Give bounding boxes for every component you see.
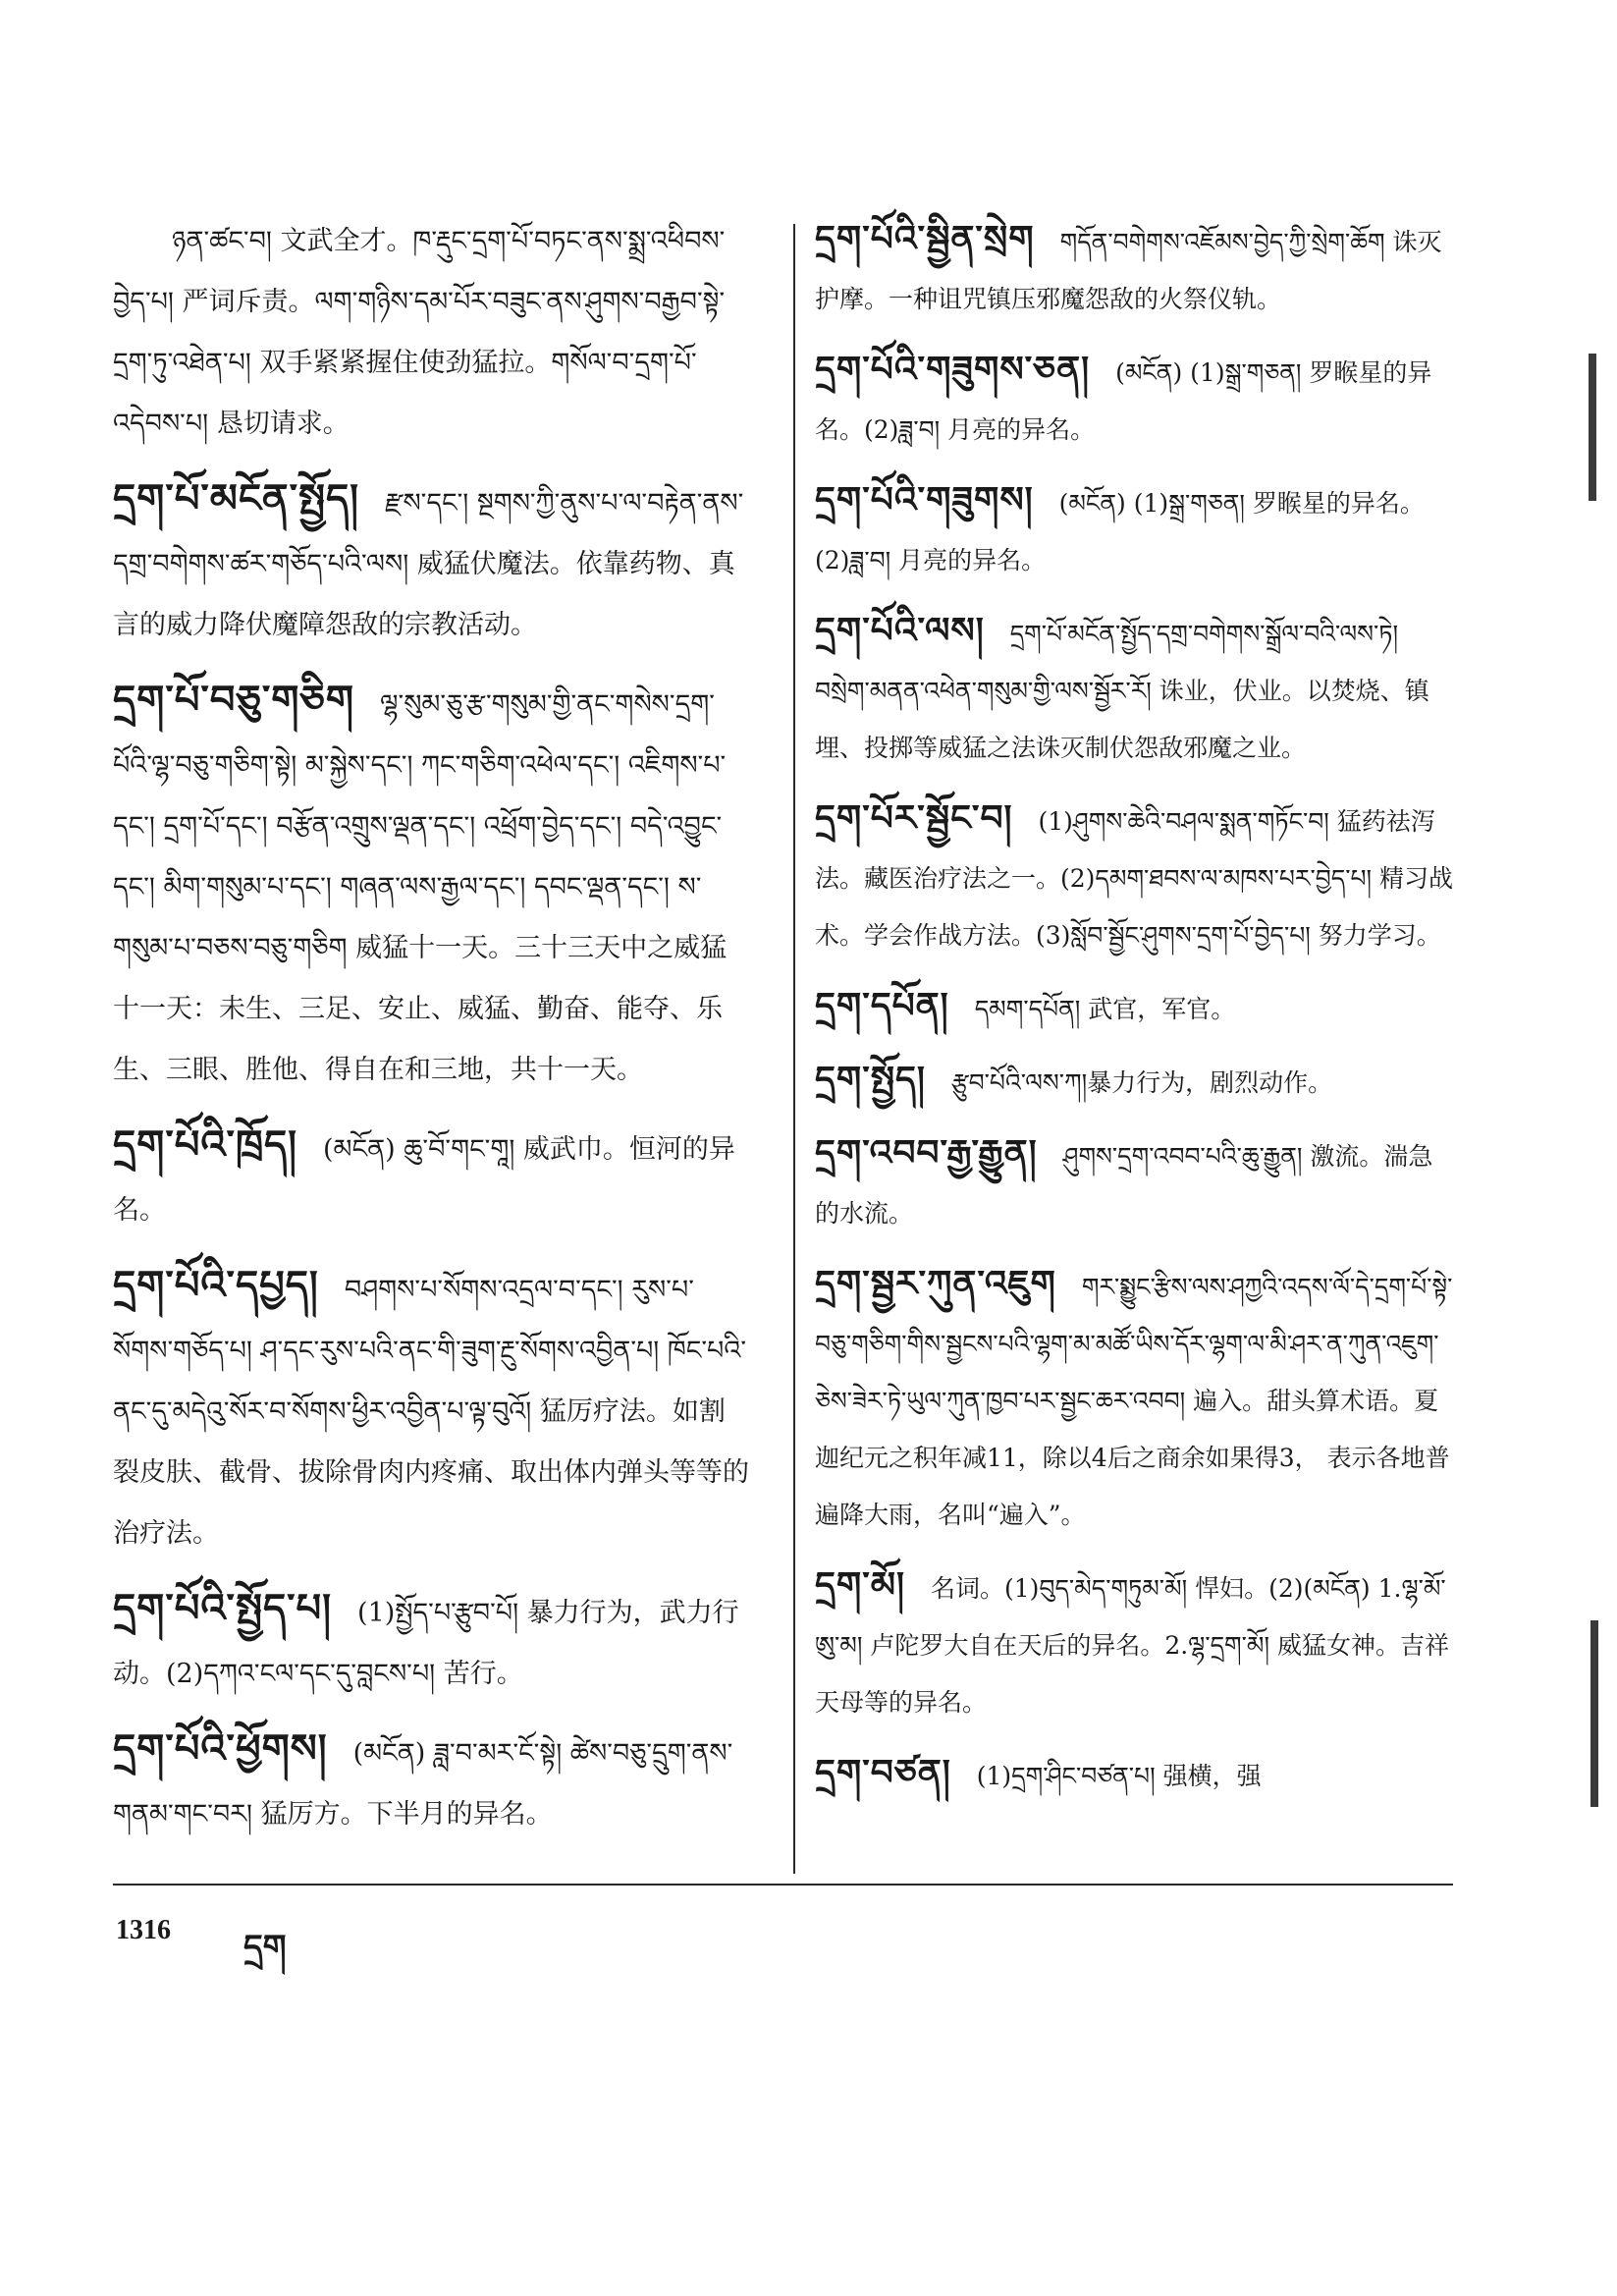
dictionary-entry	[815, 1256, 1453, 1544]
dictionary-entry	[815, 342, 1453, 459]
scan-edge-mark	[1590, 1620, 1598, 1807]
entry-headword: དྲག་སྦྱར་ཀུན་འཇུག	[815, 1264, 1056, 1304]
entry-headword: དྲག་པོ་མངོན་སྤྱོད།	[113, 476, 360, 521]
entry-headword: དྲག་པོའི་གཟུགས་ཅན།	[815, 350, 1091, 390]
entry-headword: དྲག་སྤྱོད།	[815, 1060, 926, 1100]
entry-definition: 名词。(1)བུད་མེད་གཏུམ་མོ། 悍妇。(2)(མངོན) 1.ལྷ་མོ་ཨུ་མ། 卢陀罗大自在天后的异名。2.ལྷ་དྲག་མོ། 威猛女神。吉祥天母等的异名。	[815, 1574, 1449, 1717]
entry-definition: (མངོན) (1)སྒྲ་གཅན། 罗睺星的异名。(2)ཟླ་བ། 月亮的异名。	[815, 358, 1432, 444]
entry-headword: དྲག་པོའི་དཔྱད།	[113, 1263, 319, 1308]
entry-headword: དྲག་པོའི་གཟུགས།	[815, 480, 1034, 520]
entry-definition: (1)སྤྱོད་པ་རྩུབ་པོ། 暴力行为，武力行动。(2)དཀའ་ངལ་དང་དུ་བླངས་པ། 苦行。	[113, 1598, 739, 1689]
entry-definition: ཤུགས་དྲག་འབབ་པའི་ཆུ་རྒྱུན། 激流。湍急的水流。	[815, 1142, 1433, 1228]
entry-definition: (མངོན) ཆུ་བོ་གང་གཱ། 威武巾。恒河的异名。	[113, 1134, 735, 1226]
right-column	[815, 211, 1453, 1819]
dictionary-entry	[815, 1125, 1453, 1242]
footer-rule	[113, 1884, 1453, 1886]
entry-definition: (1)ཤུགས་ཆེའི་བཤལ་སྨན་གཏོང་བ། 猛药祛泻法。藏医治疗法之一。(2)དམག་ཐབས་ལ་མཁས་པར་བྱེད་པ། 精习战术。学会作战方法。(3)སློབ་སྦྱོང་ཤུགས་དྲག་པོ་བྱེད་པ། 努力学习。	[815, 807, 1453, 950]
dictionary-entry	[815, 791, 1453, 964]
entry-definition: དམག་དཔོན། 武官，军官。	[974, 995, 1236, 1023]
entry-headword: དྲག་པོའི་ཁྲོད།	[113, 1122, 297, 1168]
dictionary-entry	[113, 670, 751, 1101]
dictionary-entry	[113, 468, 751, 656]
entry-definition: བཤགས་པ་སོགས་འདྲལ་བ་དང་། རུས་པ་སོགས་གཅོད་པ། ཤ་དང་རུས་པའི་ནང་གི་ཟུག་རྔུ་སོགས་འབྱིན་པ། ཁོང་པའི་ནང་དུ་མདེའུ་སོར་བ་སོགས་ཕྱིར་འབྱིན་པ་ལྟ་བུའོ། 猛厉疗法。如割裂皮肤、截骨、拔除骨肉内疼痛、取出体内弹头等等的治疗法。	[113, 1275, 749, 1549]
entry-definition: གདོན་བགེགས་འཇོམས་བྱེད་ཀྱི་སྲེག་ཆོག 诛灭护摩。一种诅咒镇压邪魔怨敌的火祭仪轨。	[815, 228, 1442, 313]
entry-headword: དྲག་མོ།	[815, 1565, 906, 1606]
dictionary-entry	[815, 603, 1453, 777]
dictionary-entry	[815, 1558, 1453, 1731]
entry-headword: དྲག་འབབ་རྒྱ་རྒྱུན།	[815, 1133, 1038, 1174]
entry-headword: དྲག་པོར་སྦྱོང་བ།	[815, 798, 1013, 839]
entry-definition: དྲག་པོ་མངོན་སྤྱོད་དགྲ་བགེགས་སྒྲོལ་བའི་ལས་ཏེ། བསྲེག་མནན་འཕེན་གསུམ་གྱི་ལས་སྦྱོར་རོ། 诛业，伏业。以焚烧、镇埋、投掷等威猛之法诛灭制伏怨敌邪魔之业。	[815, 620, 1429, 762]
entry-headword: དྲག་བཙན།	[815, 1753, 951, 1793]
scan-edge-mark	[1589, 354, 1596, 501]
entry-definition: ཉན་ཚང་བ། 文武全才。ཁ་རྡུང་དྲག་པོ་བཏང་ནས་སྨྲ་འཕིབས་བྱེད་པ། 严词斥责。ལག་གཉིས་དམ་པོར་བཟུང་ནས་ཤུགས་བརྒྱབ་སྟེ་དྲག་ཏུ་འཐེན་པ། 双手紧紧握住使劲猛拉。གསོལ་བ་དྲག་པོ་འདེབས་པ། 恳切请求。	[113, 226, 726, 439]
dictionary-entry	[815, 1052, 1453, 1112]
left-column	[113, 211, 751, 1859]
column-divider	[793, 224, 795, 1874]
entry-headword: དྲག་པོ་བཅུ་གཅིག	[113, 678, 354, 723]
dictionary-entry	[113, 1255, 751, 1564]
entry-definition: (1)དྲག་ཤིང་བཙན་པ། 强横，强	[976, 1762, 1262, 1790]
dictionary-entry	[815, 211, 1453, 328]
entry-definition: ལྷ་སུམ་ཅུ་རྩ་གསུམ་གྱི་ནང་གསེས་དྲག་པོའི་ལྷ་བཅུ་གཅིག་སྟེ། མ་སྐྱེས་དང་། ཀང་གཅིག་འཕེལ་དང་། འཇིགས་པ་དང་། དྲག་པོ་དང་། བརྩོན་འགྲུས་ལྡན་དང་། འཕྲོག་བྱེད་དང་། བདེ་འབྱུང་དང་། མིག་གསུམ་པ་དང་། གཞན་ལས་རྒྱལ་དང་། དབང་ལྡན་དང་། ས་གསུམ་པ་བཅས་བཅུ་གཅིག 威猛十一天。三十三天中之威猛十一天：未生、三足、安止、威猛、勤奋、能夺、乐生、三眼、胜他、得自在和三地，共十一天。	[113, 689, 728, 1085]
entry-headword: དྲག་པོའི་སྤྱོད་པ།	[113, 1586, 333, 1631]
dictionary-entry	[113, 1578, 751, 1705]
dictionary-entry	[113, 1719, 751, 1845]
dictionary-entry	[815, 472, 1453, 589]
running-head: དྲག	[243, 1928, 287, 1967]
dictionary-entry	[113, 211, 751, 455]
entry-definition: (མངོན) (1)སྒྲ་གཅན། 罗睺星的异名。(2)ཟླ་བ། 月亮的异名。	[815, 489, 1425, 574]
entry-headword: དྲག་པོའི་ཕྱོགས།	[113, 1726, 328, 1772]
entry-definition: རྩུབ་པོའི་ལས་ཀ།暴力行为，剧烈动作。	[950, 1068, 1333, 1097]
dictionary-entry	[113, 1115, 751, 1241]
entry-headword: དྲག་པོའི་སྦྱིན་སྲེག	[815, 219, 1035, 259]
entry-definition: (མངོན) ཟླ་བ་མར་ངོ་སྟེ། ཚེས་བཅུ་དྲུག་ནས་གནམ་གང་བར། 猛厉方。下半月的异名。	[113, 1738, 733, 1830]
entry-headword: དྲག་པོའི་ལས།	[815, 611, 985, 651]
entry-definition: རྫས་དང་། སྔགས་ཀྱི་ནུས་པ་ལ་བརྟེན་ནས་དགྲ་བགེགས་ཚར་གཅོད་པའི་ལས། 威猛伏魔法。依靠药物、真言的威力降伏魔障怨敌的宗教活动。	[113, 488, 744, 640]
entry-headword: དྲག་དཔོན།	[815, 986, 949, 1026]
entry-definition: གར་སྨྱུང་རྩིས་ལས་ཤཀྱའི་འདས་ལོ་དེ་དྲག་པོ་སྟེ་བཅུ་གཅིག་གིས་སྦྱངས་པའི་ལྷག་མ་མཚོ་ཡིས་དོར་ལྷག་ལ་མི་ཤར་ན་ཀུན་འཇུག་ཅེས་ཟེར་ཏེ་ཡུལ་ཀུན་ཁྱབ་པར་སྦྱང་ཆར་འབབ། 遍入。甜头算术语。夏迦纪元之积年减11，除以4后之商余如果得3， 表示各地普遍降大雨，名叫“遍入”。	[815, 1273, 1453, 1529]
dictionary-entry	[815, 978, 1453, 1038]
dictionary-entry	[815, 1745, 1453, 1805]
page-number: 1316	[116, 1915, 171, 1945]
